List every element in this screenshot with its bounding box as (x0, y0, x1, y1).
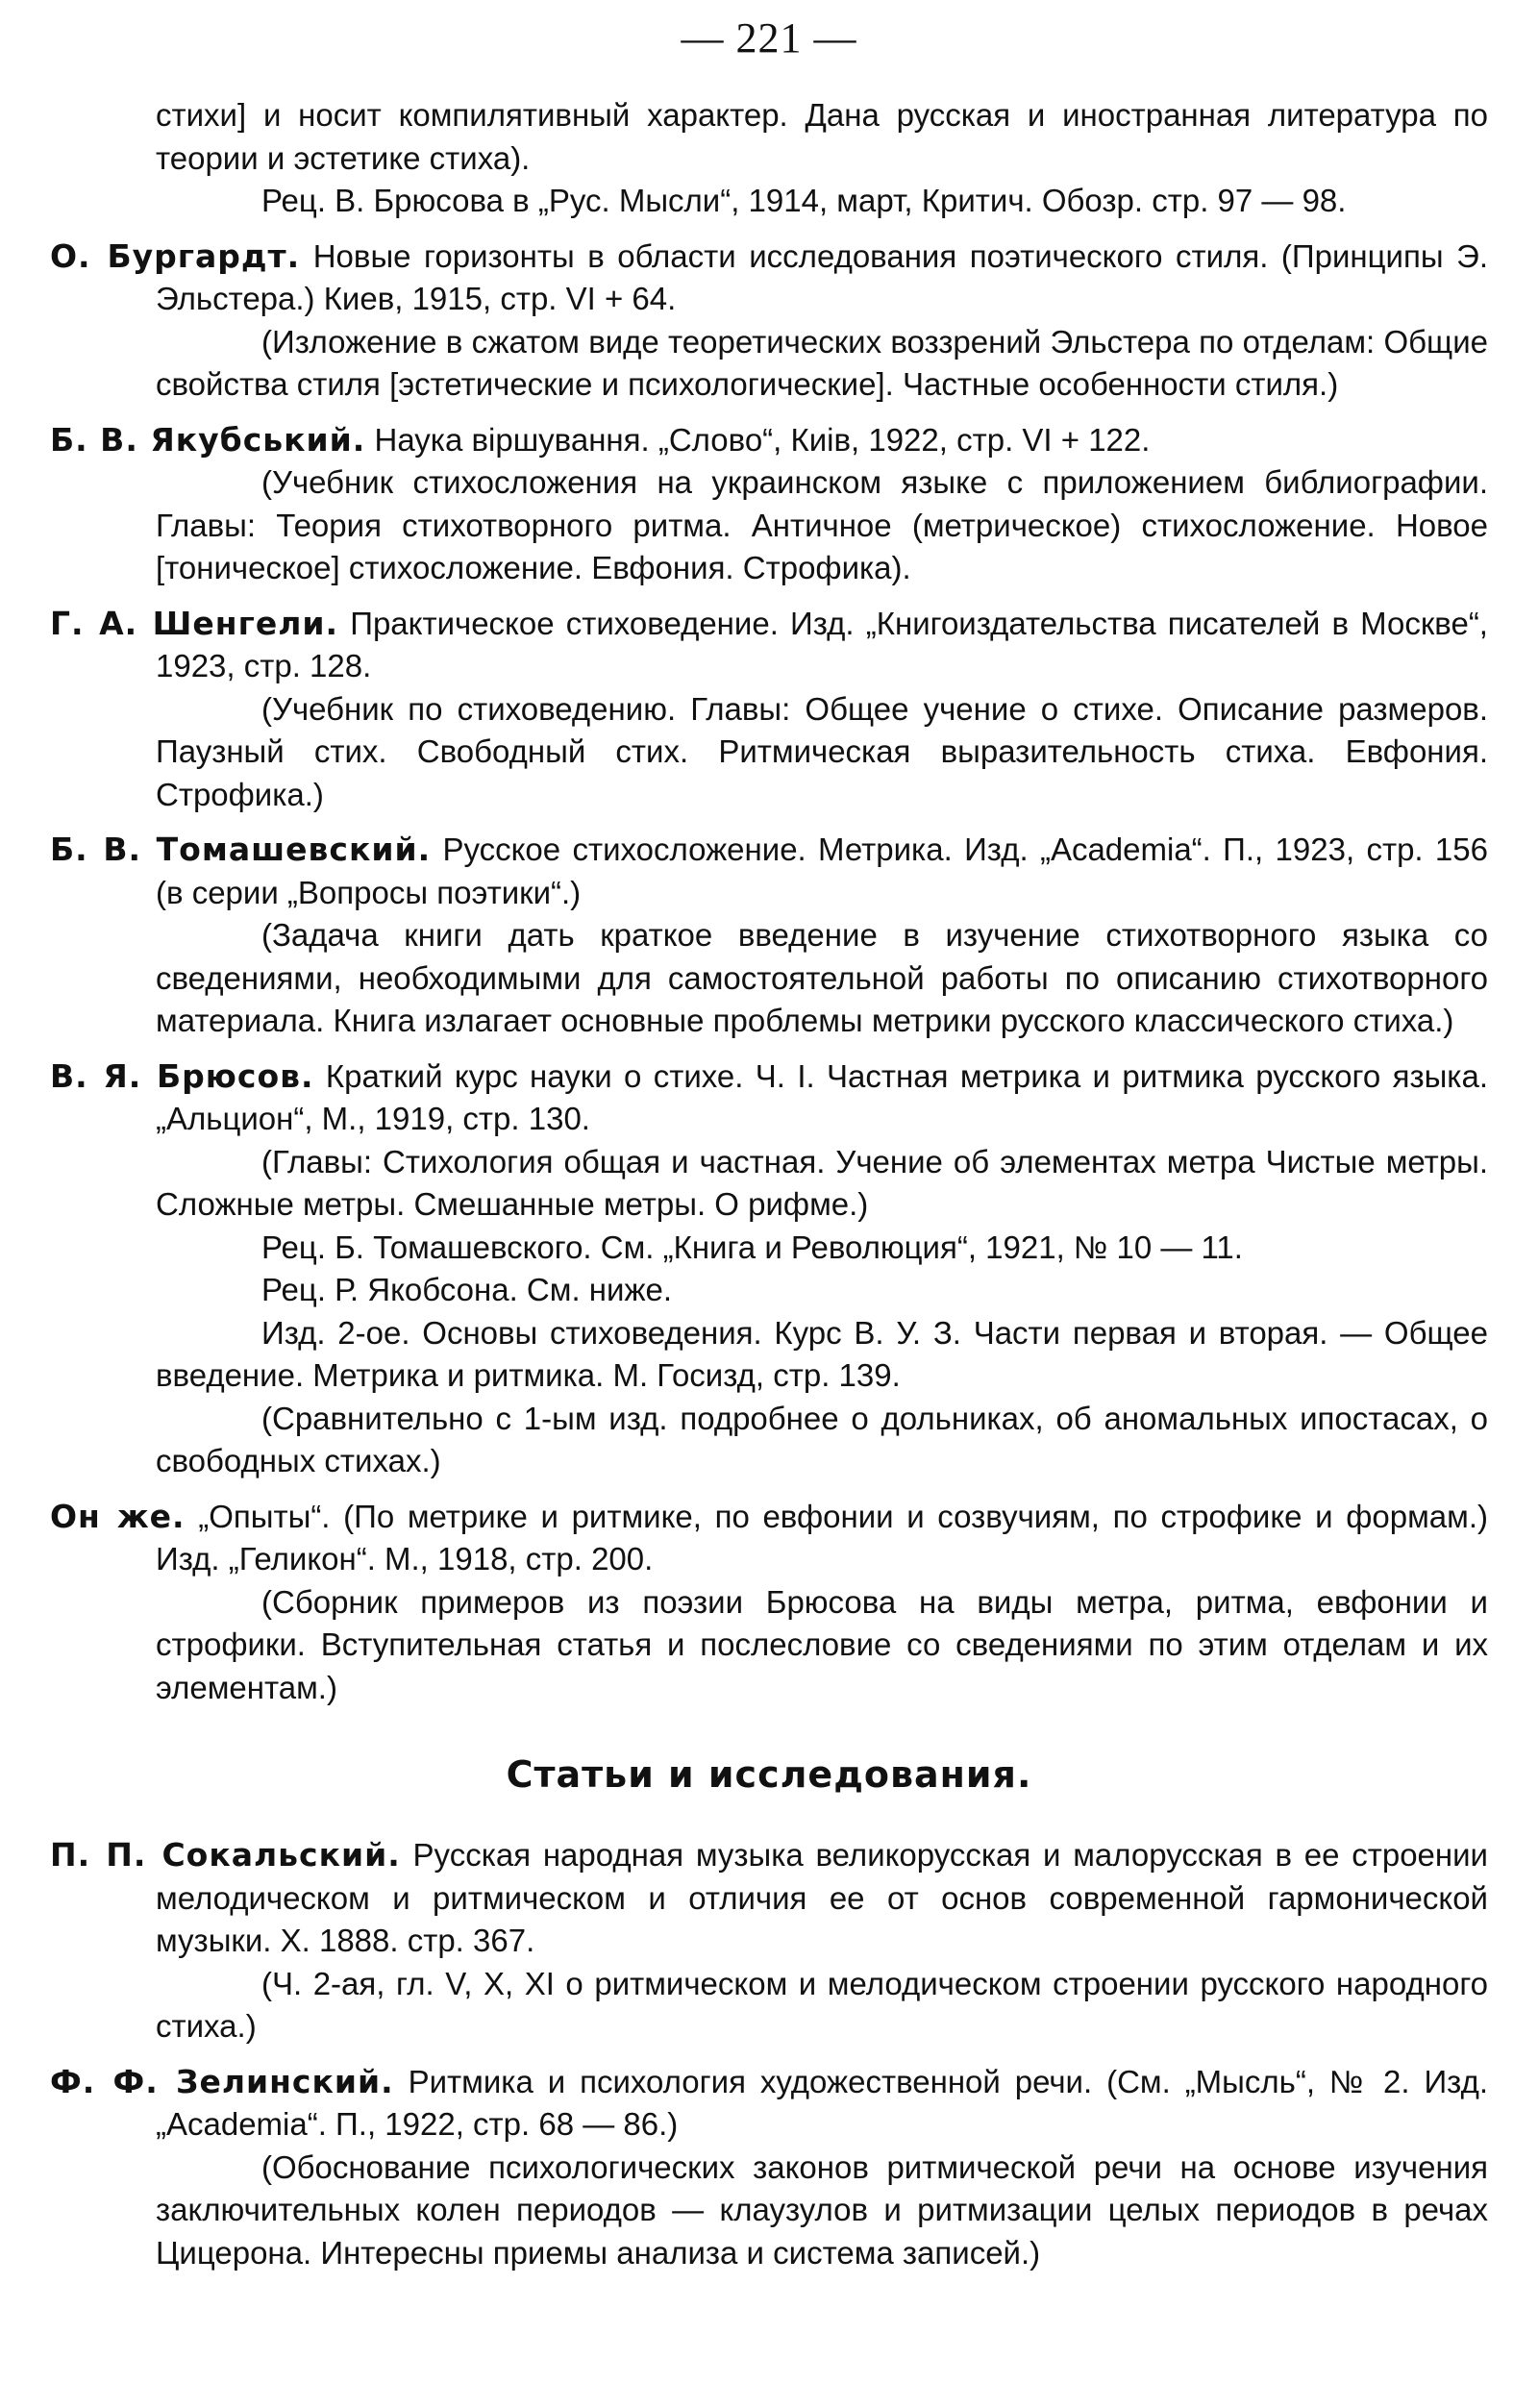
entry-annotation: (Обоснование психологических законов ритмической речи на основе изучения заключительных колен периодов — клаузулов и ритмизации целых периодов в речах Цицерона. Интересны приемы анализа и система записей.) (156, 2148, 1488, 2271)
entry-citation (50, 1834, 1488, 1963)
entry-title: „Опыты“. (По метрике и ритмике, по евфонии и созвучиям, по строфике и формам.) Изд. „Геликон“. М., 1918, стр. 200. (156, 1498, 1488, 1576)
entry-annotation: (Сравнительно с 1-ым изд. подробнее о дольниках, об аномальных ипостасах, о свободных стихах.) (156, 1400, 1488, 1478)
bibliography-entry (50, 236, 1488, 407)
review-reference: Рец. Р. Якобсона. См. ниже. (261, 1272, 673, 1307)
entry-citation (50, 1055, 1488, 1141)
second-edition-note: Изд. 2-ое. Основы стиховедения. Курс В. У. З. Части первая и вторая. — Общее введение. Метрика и ритмика. М. Госизд, стр. 139. (156, 1314, 1488, 1393)
entry-author: О. Бургардт. (50, 236, 301, 275)
entry-annotation: (Учебник стихосложения на украинском языке с приложением библиографии. Главы: Теория стихотворного ритма. Античное (метрическое) стихосложение. Новое [тоническое] стихосложение. Евфония. Строфика). (156, 464, 1488, 585)
entry-annotation: (Задача книги дать краткое введение в изучение стихотворного языка со сведениями, необходимыми для самостоятельной работы по описанию стихотворного материала. Книга излагает основные проблемы метрики русского классического стиха.) (156, 917, 1488, 1038)
bibliography-entry (50, 1055, 1488, 1483)
entry-citation (50, 829, 1488, 914)
section-heading: Статьи и исследования. (506, 1753, 1032, 1796)
page-number: — 221 — (681, 14, 857, 62)
page-body (50, 94, 1488, 2287)
bibliography-entry (50, 603, 1488, 817)
entry-citation (50, 603, 1488, 688)
entry-annotation: (Ч. 2-ая, гл. V, X, XI о ритмическом и мелодическом строении русского народного стиха.) (156, 1965, 1488, 2044)
bibliography-entry (50, 1496, 1488, 1710)
entry-author: В. Я. Брюсов. (50, 1056, 314, 1095)
bibliography-entry (50, 829, 1488, 1043)
entry-title: Наука віршування. „Слово“, Киів, 1922, стр. VI + 122. (365, 421, 1151, 458)
bibliography-entry (50, 94, 1488, 223)
entry-title: Краткий курс науки о стихе. Ч. I. Частная метрика и ритмика русского языка. „Альцион“, М., 1919, стр. 130. (156, 1057, 1488, 1136)
bibliography-entry (50, 1834, 1488, 2048)
entry-annotation: (Учебник по стиховедению. Главы: Общее учение о стихе. Описание размеров. Паузный стих. Свободный стих. Ритмическая выразительность стиха. Евфония. Строфика.) (156, 690, 1488, 812)
entry-author: Ф. Ф. Зелинский. (50, 2062, 394, 2100)
entry-annotation: (Изложение в сжатом виде теоретических воззрений Эльстера по отделам: Общие свойства стиля [эстетические и психологические]. Частные особенности стиля.) (156, 323, 1488, 402)
entry-citation (50, 2061, 1488, 2147)
entry-author: П. П. Сокальский. (50, 1836, 401, 1874)
entry-citation (50, 1496, 1488, 1581)
entry-continuation-text: стихи] и носит компилятивный характер. Дана русская и иностранная литература по теории и эстетике стиха). (156, 97, 1488, 176)
review-reference: Рец. В. Брюсова в „Рус. Мысли“, 1914, март, Критич. Обозр. стр. 97 — 98. (261, 183, 1347, 218)
entry-annotation: (Сборник примеров из поэзии Брюсова на виды метра, ритма, евфонии и строфики. Вступительная статья и послесловие со сведениями по этим отделам и их элементам.) (156, 1583, 1488, 1705)
entry-author: Б. В. Томашевский. (50, 831, 432, 868)
bibliography-entry (50, 419, 1488, 590)
review-reference: Рец. Б. Томашевского. См. „Книга и Революция“, 1921, № 10 — 11. (261, 1229, 1243, 1265)
entry-citation (50, 236, 1488, 321)
entry-citation (50, 419, 1488, 462)
entry-author: Он же. (50, 1497, 186, 1535)
entry-author: Г. А. Шенгели. (50, 604, 339, 642)
entry-title: Русское стихосложение. Метрика. Изд. „Academia“. П., 1923, стр. 156 (в серии „Вопросы поэтики“.) (156, 832, 1488, 910)
entry-title: Ритмика и психология художественной речи. (См. „Мысль“, № 2. Изд. „Academia“. П., 1922, стр. 68 — 86.) (156, 2063, 1488, 2142)
bibliography-entry (50, 2061, 1488, 2275)
entry-title: Новые горизонты в области исследования поэтического стиля. (Принципы Э. Эльстера.) Киев, 1915, стр. VI + 64. (156, 237, 1488, 316)
entry-title: Русская народная музыка великорусская и малорусская в ее строении мелодическом и ритмическом и отличия ее от основ современной гармонической музыки. Х. 1888. стр. 367. (156, 1837, 1488, 1958)
entry-annotation: (Главы: Стихология общая и частная. Учение об элементах метра Чистые метры. Сложные метры. Смешанные метры. О рифме.) (156, 1143, 1488, 1222)
entry-title: Практическое стиховедение. Изд. „Книгоиздательства писателей в Москве“, 1923, стр. 128. (156, 605, 1488, 683)
entry-author: Б. В. Якубський. (50, 420, 366, 459)
